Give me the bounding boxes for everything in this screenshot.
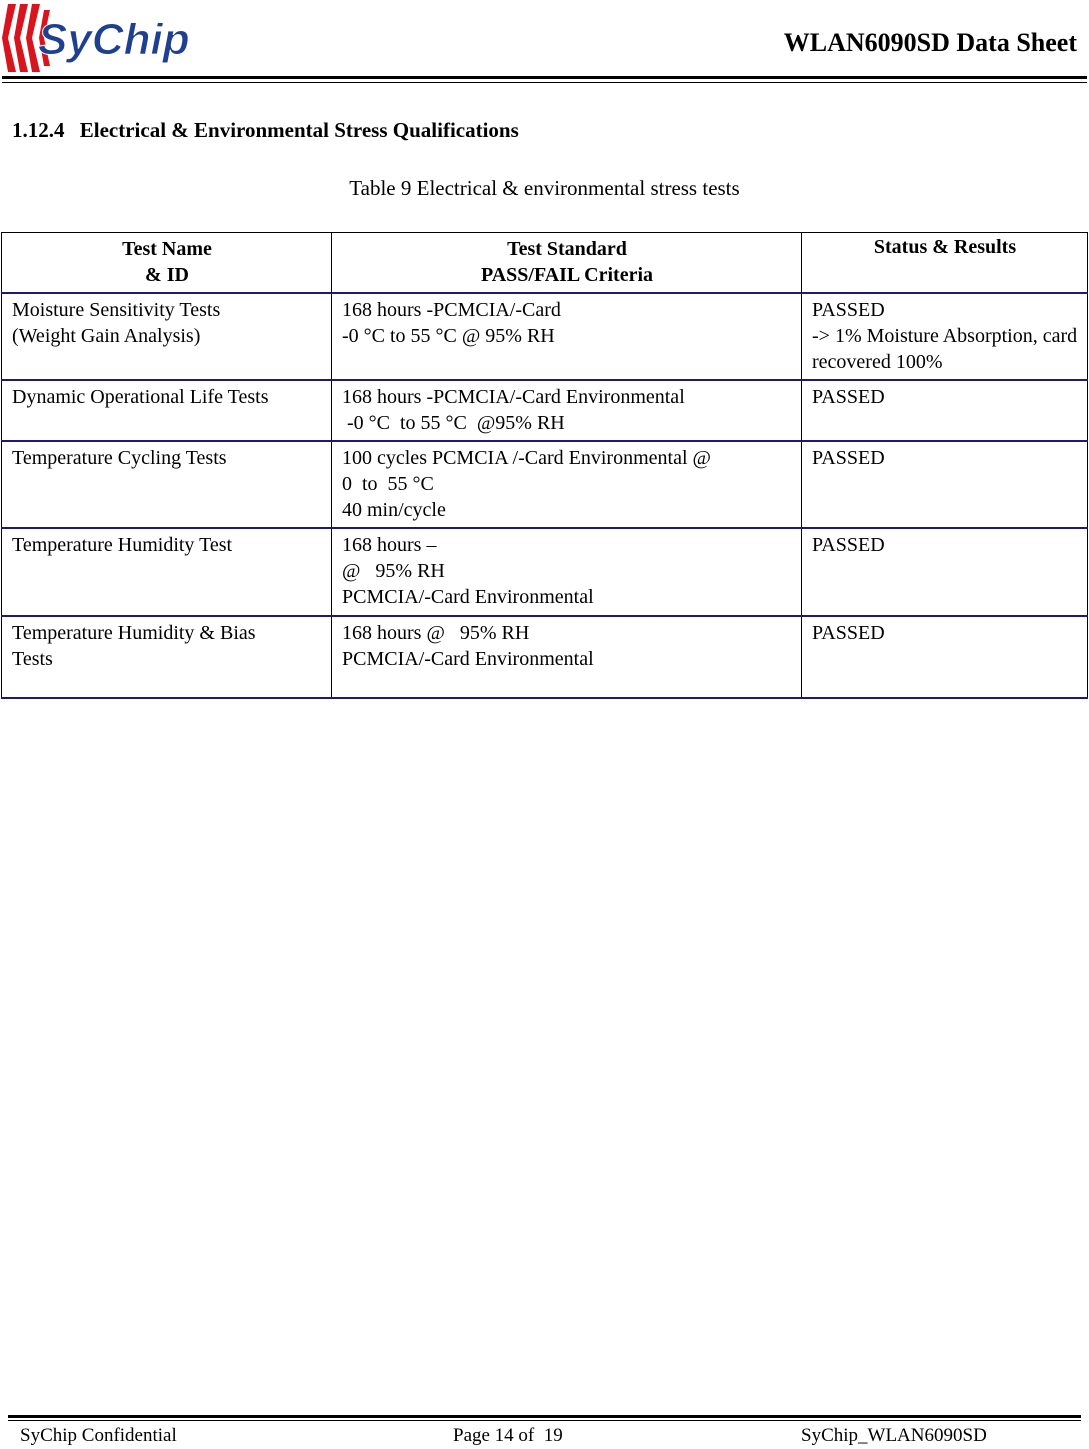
test-standard-cell bbox=[332, 528, 802, 616]
cell-line: PASSED bbox=[812, 622, 885, 644]
cell-line: @ 95% RH bbox=[342, 560, 445, 582]
header-rule bbox=[2, 76, 1087, 83]
cell-line: Temperature Cycling Tests bbox=[12, 447, 227, 469]
table-row bbox=[2, 293, 1088, 380]
footer-rule bbox=[8, 1415, 1081, 1421]
cell-line: Dynamic Operational Life Tests bbox=[12, 386, 269, 408]
test-standard-cell bbox=[332, 380, 802, 441]
cell-line: Temperature Humidity Test bbox=[12, 534, 233, 556]
cell-line: -> 1% Moisture Absorption, card recovered 100% bbox=[812, 325, 1078, 373]
section-title: Electrical & Environmental Stress Qualifications bbox=[79, 118, 519, 142]
section-number: 1.12.4 bbox=[12, 118, 65, 142]
status-cell bbox=[802, 441, 1088, 528]
cell-line: PASSED bbox=[812, 299, 885, 321]
cell-line: 40 min/cycle bbox=[342, 499, 446, 521]
table-row bbox=[2, 528, 1088, 616]
cell-line: 168 hours @ 95% RH bbox=[342, 622, 530, 644]
status-cell bbox=[802, 293, 1088, 380]
cell-line: Moisture Sensitivity Tests bbox=[12, 299, 221, 321]
footer-confidential: SyChip Confidential bbox=[20, 1425, 177, 1446]
header-line: & ID bbox=[145, 264, 189, 286]
test-name-cell bbox=[2, 293, 332, 380]
cell-line: PCMCIA/-Card Environmental bbox=[342, 648, 594, 670]
cell-line: -0 °C to 55 °C @ 95% RH bbox=[342, 325, 555, 347]
footer-doc-id: SyChip_WLAN6090SD bbox=[801, 1425, 987, 1446]
table-row bbox=[2, 441, 1088, 528]
cell-line: 168 hours -PCMCIA/-Card bbox=[342, 299, 561, 321]
test-name-cell bbox=[2, 441, 332, 528]
header-test-standard bbox=[332, 233, 802, 294]
cell-line: PCMCIA/-Card Environmental bbox=[342, 586, 594, 608]
svg-text:SyChip: SyChip bbox=[38, 15, 190, 64]
section-heading bbox=[12, 118, 519, 143]
cell-line: Temperature Humidity & Bias bbox=[12, 622, 256, 644]
status-cell bbox=[802, 380, 1088, 441]
test-standard-cell bbox=[332, 441, 802, 528]
test-name-cell bbox=[2, 616, 332, 698]
table-row bbox=[2, 380, 1088, 441]
cell-line: 0 to 55 °C bbox=[342, 473, 434, 495]
test-standard-cell bbox=[332, 293, 802, 380]
header-test-name bbox=[2, 233, 332, 294]
status-cell bbox=[802, 616, 1088, 698]
cell-line: PASSED bbox=[812, 447, 885, 469]
document-title: WLAN6090SD Data Sheet bbox=[783, 28, 1077, 57]
header-line: Status & Results bbox=[873, 236, 1017, 258]
cell-line: Tests bbox=[12, 648, 53, 670]
cell-line: -0 °C to 55 °C @95% RH bbox=[342, 412, 565, 434]
cell-line: 168 hours – bbox=[342, 534, 437, 556]
stress-test-table bbox=[1, 232, 1088, 699]
table-caption: Table 9 Electrical & environmental stress tests bbox=[349, 176, 740, 200]
test-standard-cell bbox=[332, 616, 802, 698]
status-cell bbox=[802, 528, 1088, 616]
sychip-logo bbox=[2, 2, 232, 74]
footer-page-number: Page 14 of 19 bbox=[453, 1425, 563, 1446]
cell-line: PASSED bbox=[812, 386, 885, 408]
header-line: Test Name bbox=[122, 238, 212, 260]
cell-line: 100 cycles PCMCIA /-Card Environmental @ bbox=[342, 447, 711, 469]
header-line: Test Standard bbox=[507, 238, 627, 260]
header-line: PASS/FAIL Criteria bbox=[480, 264, 654, 286]
cell-line: 168 hours -PCMCIA/-Card Environmental bbox=[342, 386, 685, 408]
table-row bbox=[2, 616, 1088, 698]
cell-line: PASSED bbox=[812, 534, 885, 556]
test-name-cell bbox=[2, 528, 332, 616]
header-status-results bbox=[802, 233, 1088, 294]
test-name-cell bbox=[2, 380, 332, 441]
cell-line: (Weight Gain Analysis) bbox=[12, 325, 201, 347]
table-header-row bbox=[2, 233, 1088, 294]
